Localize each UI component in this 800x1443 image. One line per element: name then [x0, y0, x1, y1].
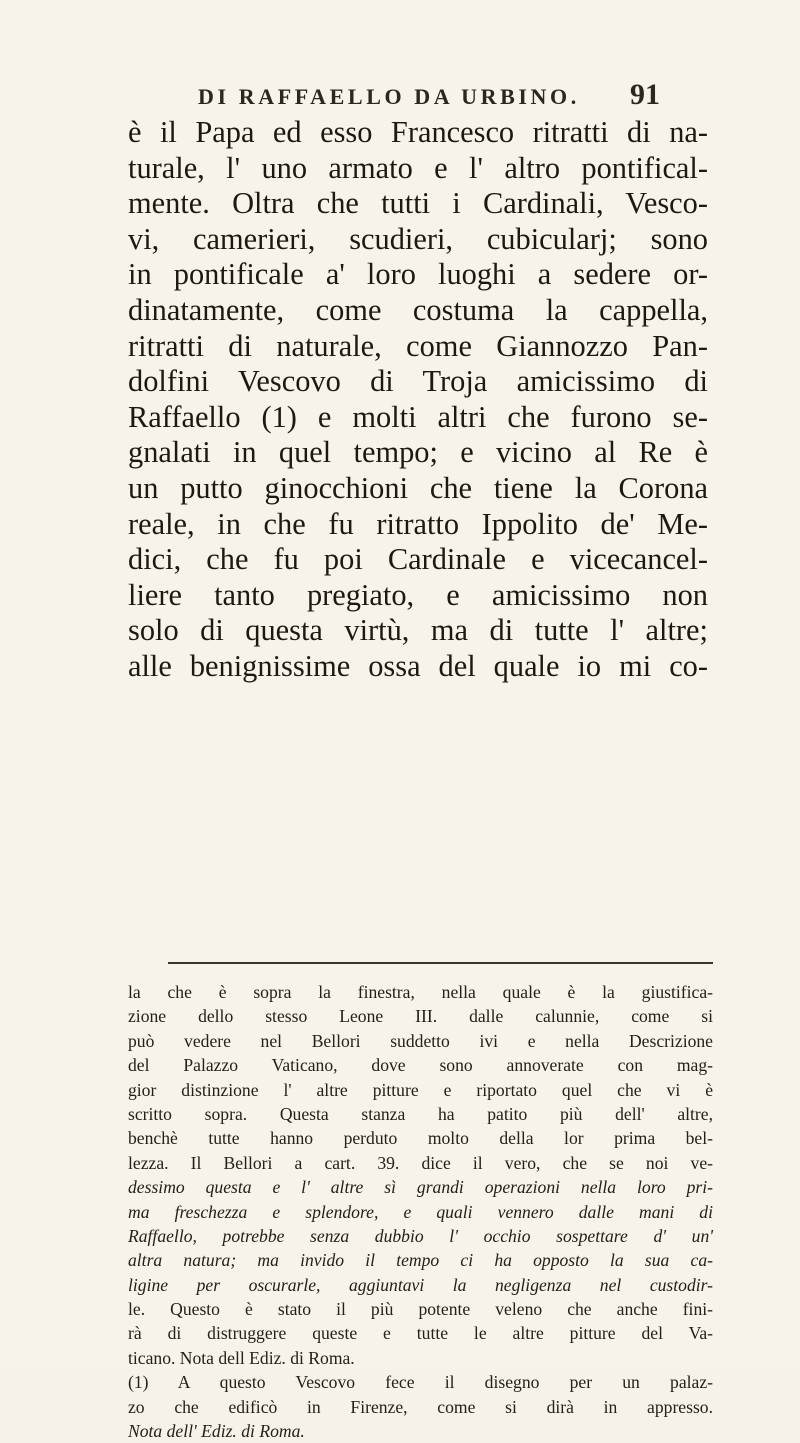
- text-line: dinatamente, come costuma la cappella,: [128, 292, 708, 327]
- text-line: ritratti di naturale, come Giannozzo Pan-: [128, 328, 708, 363]
- footnote-line: può vedere nel Bellori suddetto ivi e nella Descrizione: [128, 1030, 713, 1051]
- footnote-line: lezza. Il Bellori a cart. 39. dice il vero, che se noi ve-: [128, 1152, 713, 1173]
- running-head: [0, 80, 800, 114]
- footnote-line: rà di distruggere queste e tutte le altre pitture del Va-: [128, 1323, 713, 1344]
- text-line: dolfini Vescovo di Troja amicissimo di: [128, 364, 708, 399]
- text-line: reale, in che fu ritratto Ippolito de' Me-: [128, 506, 708, 541]
- text-line: mente. Oltra che tutti i Cardinali, Vesco-: [128, 186, 708, 221]
- footnote-line: dessimo questa e l' altre sì grandi operazioni nella loro pri-: [128, 1177, 713, 1198]
- text-line: è il Papa ed esso Francesco ritratti di na-: [128, 115, 708, 149]
- footnote-line: benchè tutte hanno perduto molto della lor prima bel-: [128, 1128, 713, 1149]
- text-line: Raffaello (1) e molti altri che furono se-: [128, 399, 708, 434]
- footnote-line: Nota dell' Ediz. di Roma.: [128, 1421, 305, 1442]
- footnote-line: le. Questo è stato il più potente veleno che anche fini-: [128, 1299, 713, 1320]
- text-line: solo di questa virtù, ma di tutte l' altre;: [128, 613, 708, 648]
- text-line: turale, l' uno armato e l' altro pontifical-: [128, 150, 708, 185]
- text-line: vi, camerieri, scudieri, cubicularj; sono: [128, 221, 708, 256]
- footnote-line: ma freschezza e splendore, e quali vennero dalle mani di: [128, 1201, 713, 1222]
- footnote-line: Raffaello, potrebbe senza dubbio l' occhio sospettare d' un': [128, 1225, 713, 1246]
- running-title: DI RAFFAELLO DA URBINO.: [198, 84, 580, 109]
- text-line: gnalati in quel tempo; e vicino al Re è: [128, 435, 708, 470]
- footnote-line: ligine per oscurarle, aggiuntavi la negligenza nel custodir-: [128, 1274, 713, 1295]
- footnote-rule: [168, 962, 713, 964]
- page-number: 91: [630, 78, 660, 111]
- footnote-line: gior distinzione l' altre pitture e riportato quel che vi è: [128, 1079, 713, 1100]
- text-line: alle benignissime ossa del quale io mi co-: [128, 648, 708, 683]
- footnote-line: altra natura; ma invido il tempo ci ha opposto la sua ca-: [128, 1250, 713, 1271]
- text-line: in pontificale a' loro luoghi a sedere or-: [128, 257, 708, 292]
- footnote-line: zione dello stesso Leone III. dalle calunnie, come si: [128, 1006, 713, 1027]
- main-text: [128, 115, 708, 685]
- text-line: liere tanto pregiato, e amicissimo non: [128, 577, 708, 612]
- footnote-line: ticano. Nota dell Ediz. di Roma.: [128, 1347, 355, 1368]
- text-line: un putto ginocchioni che tiene la Corona: [128, 470, 708, 505]
- footnote-line: del Palazzo Vaticano, dove sono annoverate con mag-: [128, 1055, 713, 1076]
- footnote-line: scritto sopra. Questa stanza ha patito più dell' altre,: [128, 1103, 713, 1124]
- footnote-line: (1) A questo Vescovo fece il disegno per un palaz-: [128, 1372, 713, 1393]
- footnote-line: zo che edificò in Firenze, come si dirà in appresso.: [128, 1396, 713, 1417]
- footnote-line: la che è sopra la finestra, nella quale è la giustifica-: [128, 982, 713, 1002]
- footnotes: [128, 980, 713, 1443]
- text-line: dici, che fu poi Cardinale e vicecancel-: [128, 542, 708, 577]
